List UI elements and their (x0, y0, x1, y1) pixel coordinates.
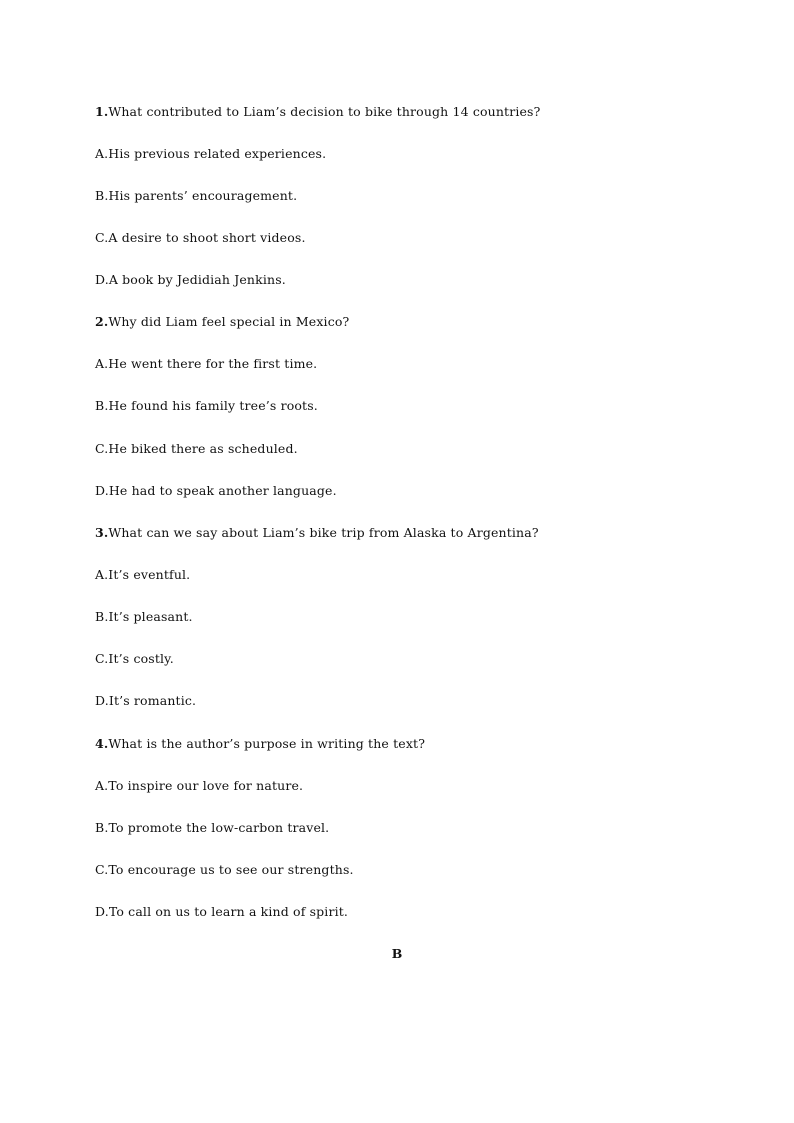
question-1-option-a: A.His previous related experiences. (95, 146, 327, 161)
question-4-stem (95, 736, 425, 752)
question-4-option-c: C.To encourage us to see our strengths. (95, 862, 354, 877)
question-number: 4. (95, 736, 109, 751)
question-number: 2. (95, 314, 109, 329)
question-1-option-c: C.A desire to shoot short videos. (95, 230, 306, 245)
question-text: What is the author’s purpose in writing the text? (108, 736, 426, 751)
question-3-stem (95, 525, 539, 541)
question-2-option-d: D.He had to speak another language. (95, 483, 337, 498)
question-number: 3. (95, 525, 109, 540)
question-number: 1. (95, 104, 109, 119)
section-heading: B (391, 946, 403, 961)
question-4-option-a: A.To inspire our love for nature. (95, 778, 304, 793)
question-3-option-b: B.It’s pleasant. (95, 609, 193, 624)
question-1-option-b: B.His parents’ encouragement. (95, 188, 298, 203)
question-2-option-b: B.He found his family tree’s roots. (95, 398, 318, 413)
question-2-option-a: A.He went there for the first time. (95, 356, 318, 371)
question-text: Why did Liam feel special in Mexico? (108, 314, 350, 329)
question-3-option-c: C.It’s costly. (95, 651, 174, 666)
question-1-option-d: D.A book by Jedidiah Jenkins. (95, 272, 286, 287)
question-text: What contributed to Liam’s decision to bike through 14 countries? (108, 104, 541, 119)
question-1-stem (95, 104, 540, 120)
question-2-option-c: C.He biked there as scheduled. (95, 441, 298, 456)
question-4-option-d: D.To call on us to learn a kind of spirit. (95, 904, 349, 919)
question-3-option-d: D.It’s romantic. (95, 693, 197, 708)
question-2-stem (95, 314, 349, 330)
question-4-option-b: B.To promote the low-carbon travel. (95, 820, 330, 835)
question-3-option-a: A.It’s eventful. (95, 567, 191, 582)
question-text: What can we say about Liam’s bike trip from Alaska to Argentina? (108, 525, 539, 540)
